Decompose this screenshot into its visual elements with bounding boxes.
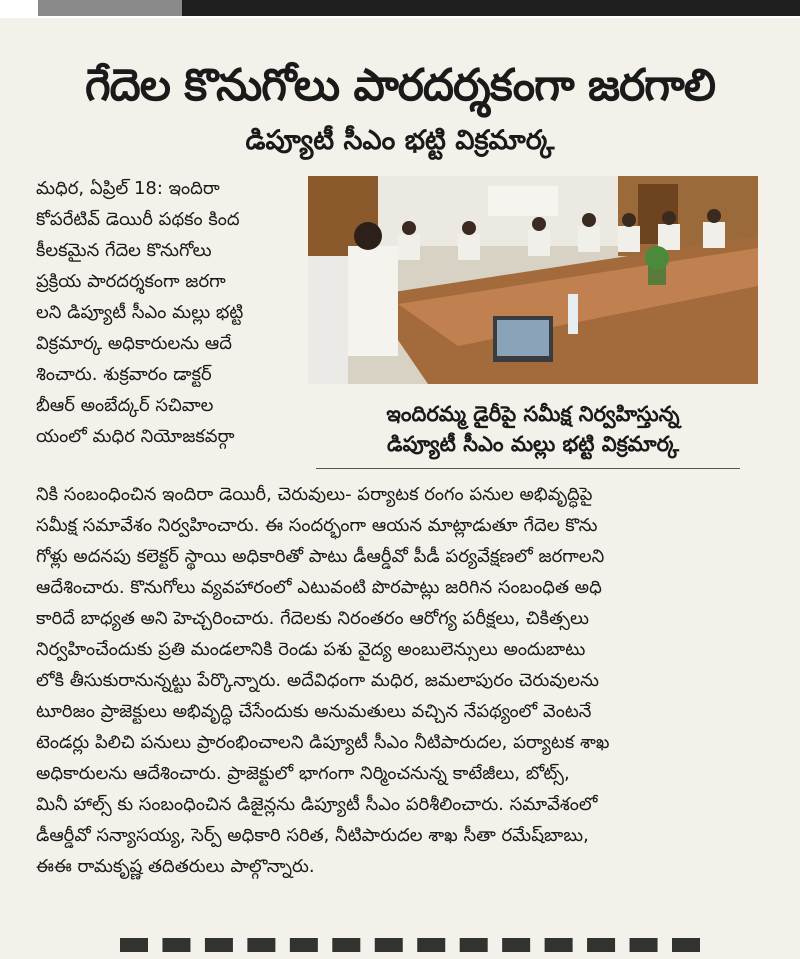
next-headline-cropped bbox=[120, 938, 700, 959]
body-line: గోళ్లు అదనపు కలెక్టర్ స్థాయి అధికారితో పాటు డీఆర్డీవో పీడీ పర్యవేక్షణలో జరగాలని bbox=[36, 546, 605, 567]
body-line: టూరిజం ప్రాజెక్టులు అభివృద్ధి చేసేందుకు అనుమతులు వచ్చిన నేపథ్యంలో వెంటనే bbox=[36, 701, 592, 722]
body-line: విక్రమార్క అధికారులను ఆదే bbox=[36, 333, 232, 354]
body-line: కోపరేటివ్ డెయిరీ పథకం కింద bbox=[36, 209, 240, 230]
article-headline: గేదెల కొనుగోలు పారదర్శకంగా జరగాలి bbox=[85, 60, 715, 111]
top-banner-bar bbox=[0, 0, 800, 18]
caption-divider bbox=[316, 468, 740, 469]
body-line: లని డిప్యూటీ సీఎం మల్లు భట్టి bbox=[36, 302, 244, 323]
banner-black-segment bbox=[182, 0, 800, 16]
body-line: టెండర్లు పిలిచి పనులు ప్రారంభించాలని డిప్యూటీ సీఎం నీటిపారుదల, పర్యాటక శాఖ bbox=[36, 732, 610, 753]
body-line: అధికారులను ఆదేశించారు. ప్రాజెక్టులో భాగంగా నిర్మించనున్న కాటేజీలు, బోట్స్, bbox=[36, 763, 570, 784]
banner-grey-segment bbox=[38, 0, 182, 16]
body-line: మినీ హాల్స్ కు సంబంధించిన డిజైన్లను డిప్యూటీ సీఎం పరిశీలించారు. సమావేశంలో bbox=[36, 794, 598, 815]
body-line: ఈఈ రామకృష్ణ తదితరులు పాల్గొన్నారు. bbox=[36, 856, 315, 877]
body-line: శించారు. శుక్రవారం డాక్టర్ bbox=[36, 364, 212, 385]
body-line: యంలో మధిర నియోజకవర్గా bbox=[36, 426, 235, 447]
meeting-photo-illustration bbox=[308, 176, 758, 384]
body-line: కీలకమైన గేదెల కొనుగోలు bbox=[36, 240, 212, 261]
meeting-photo bbox=[308, 176, 758, 384]
photo-caption-line-2: డిప్యూటీ సీఎం మల్లు భట్టి విక్రమార్క bbox=[387, 432, 679, 456]
body-line: బీఆర్ అంబేద్కర్ సచివాల bbox=[36, 395, 214, 416]
body-line: నిర్వహించేందుకు ప్రతి మండలానికి రెండు పశు వైద్య అంబులెన్సులు అందుబాటు bbox=[36, 639, 586, 660]
body-line: ఆదేశించారు. కొనుగోలు వ్యవహారంలో ఎటువంటి పొరపాట్లు జరిగిన సంబంధిత అధి bbox=[36, 577, 602, 598]
body-line: ప్రక్రియ పారదర్శకంగా జరగా bbox=[36, 271, 226, 292]
body-line: డీఆర్డీవో సన్యాసయ్య, సెర్ప్ అధికారి సరిత, నీటిపారుదల శాఖ సీతా రమేష్‌బాబు, bbox=[36, 825, 589, 846]
body-line: నికి సంబంధించిన ఇందిరా డెయిరీ, చెరువులు- పర్యాటక రంగం పనుల అభివృద్ధిపై bbox=[36, 484, 593, 505]
body-line: సమీక్ష సమావేశం నిర్వహించారు. ఈ సందర్భంగా ఆయన మాట్లాడుతూ గేదెల కొను bbox=[36, 515, 598, 536]
photo-caption-line-1: ఇందిరమ్మ డైరీపై సమీక్ష నిర్వహిస్తున్న bbox=[386, 402, 680, 426]
article-subheadline: డిప్యూటీ సీఎం భట్టి విక్రమార్క bbox=[245, 125, 555, 156]
body-line: మధిర, ఏప్రిల్ 18: ఇందిరా bbox=[36, 178, 220, 199]
body-line: కారిదే బాధ్యత అని హెచ్చరించారు. గేదెలకు నిరంతరం ఆరోగ్య పరీక్షలు, చికిత్సలు bbox=[36, 608, 589, 629]
body-line: లోకి తీసుకురానున్నట్టు పేర్కొన్నారు. అదేవిధంగా మధిర, జమలాపురం చెరువులను bbox=[36, 670, 599, 691]
